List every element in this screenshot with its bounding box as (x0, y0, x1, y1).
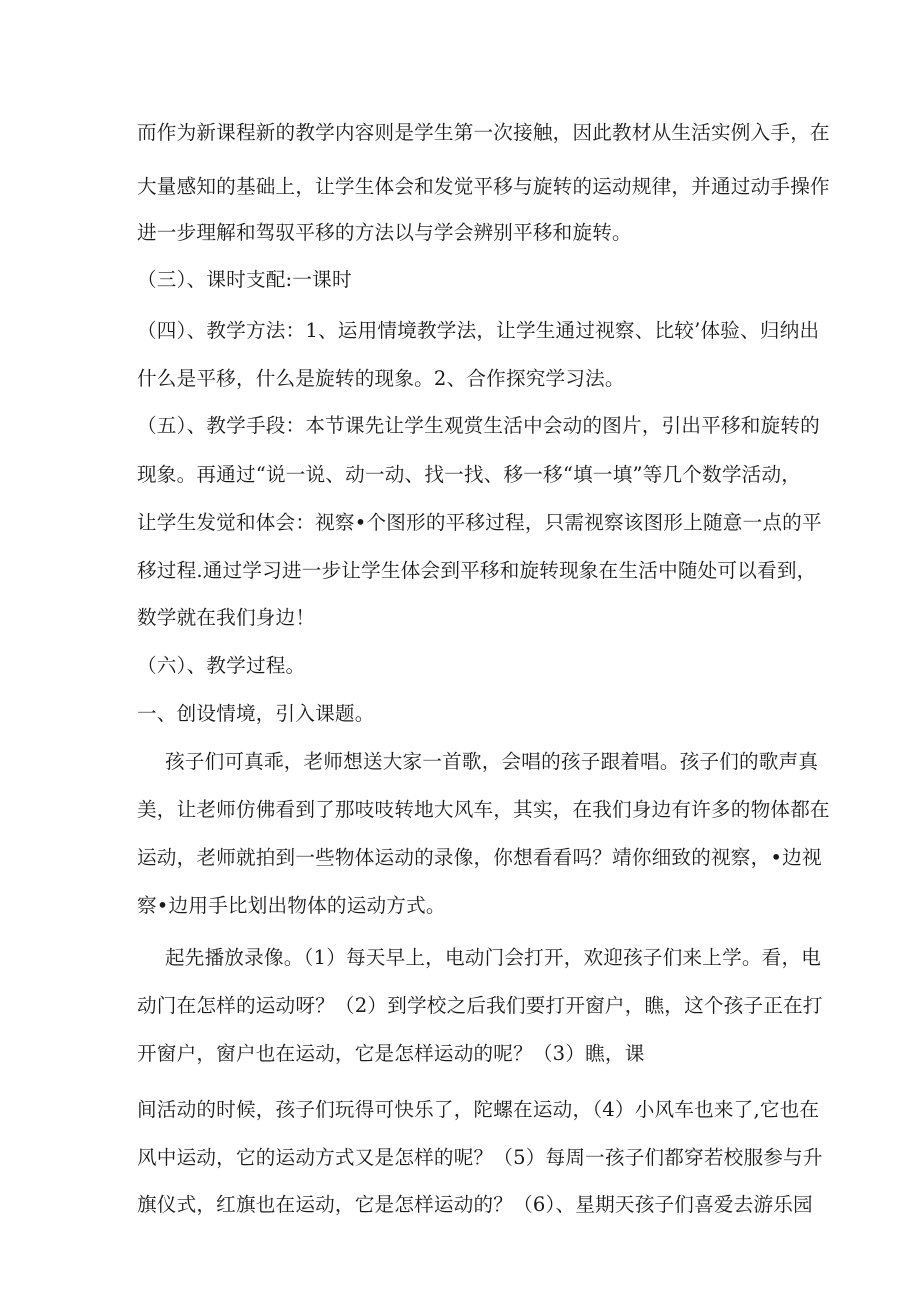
text-line: 开窗户，窗户也在运动，它是怎样运动的呢？（3）瞧，课 (137, 1042, 645, 1065)
text-line: 让学生发觉和体会：视察•个图形的平移过程，只需视察该图形上随意一点的平 (137, 511, 822, 534)
text-line: 风中运动，它的运动方式又是怎样的呢？（5）每周一孩子们都穿若校服参与升 (137, 1146, 823, 1169)
text-line: 动门在怎样的运动呀？（2）到学校之后我们要打开窗户，瞧，这个孩子正在打 (137, 994, 823, 1017)
text-line: 间活动的时候，孩子们玩得可快乐了，陀螺在运动，（4）小风车也来了,它也在 (137, 1098, 820, 1121)
text-line: 起先播放录像。（1）每天早上，电动门会打开，欢迎孩子们来上学。看，电 (165, 946, 822, 969)
text-line: 现象。再通过“说一说、动一动、找一找、移一移“填一填”等几个数学活动， (137, 463, 802, 486)
text-line: 孩子们可真乖，老师想送大家一首歌，会唱的孩子跟着唱。孩子们的歌声真 (165, 750, 819, 773)
section-heading: 一、创设情境，引入课题。 (137, 702, 375, 725)
text-line: 旗仪式，红旗也在运动，它是怎样运动的？（6）、星期天孩子们喜爱去游乐园 (137, 1193, 813, 1216)
text-line: 进一步理解和驾驭平移的方法以与学会辨别平移和旋转。 (137, 221, 632, 244)
section-heading: （六）、教学过程。 (137, 654, 306, 677)
text-line: 而作为新课程新的教学内容则是学生第一次接触，因此教材从生活实例入手，在 (137, 121, 830, 144)
text-line: 大量感知的基础上，让学生体会和发觉平移与旋转的运动规律，并通过动手操作 (137, 175, 830, 198)
text-line: （五）、教学手段：本节课先让学生观赏生活中会动的图片，引出平移和旋转的 (137, 414, 820, 437)
text-line: 什么是平移，什么是旋转的现象。2、合作探究学习法。 (137, 367, 625, 390)
text-line: 移过程.通过学习进一步让学生体会到平移和旋转现象在生活中随处可以看到， (137, 559, 817, 582)
section-heading: （三）、课时支配:一课时 (137, 268, 352, 291)
text-line: 数学就在我们身边！ (137, 606, 316, 629)
text-line: 美，让老师仿佛看到了那吱吱转地大风车，其实，在我们身边有许多的物体都在 (137, 798, 830, 821)
text-line: （四）、教学方法：1、运用情境教学法，让学生通过视察、比较’体验、归纳出 (137, 319, 820, 342)
text-line: 察•边用手比划出物体的运动方式。 (137, 894, 446, 917)
text-line: 运动，老师就拍到一些物体运动的录像，你想看看吗？靖你细致的视察，•边视 (137, 846, 822, 869)
